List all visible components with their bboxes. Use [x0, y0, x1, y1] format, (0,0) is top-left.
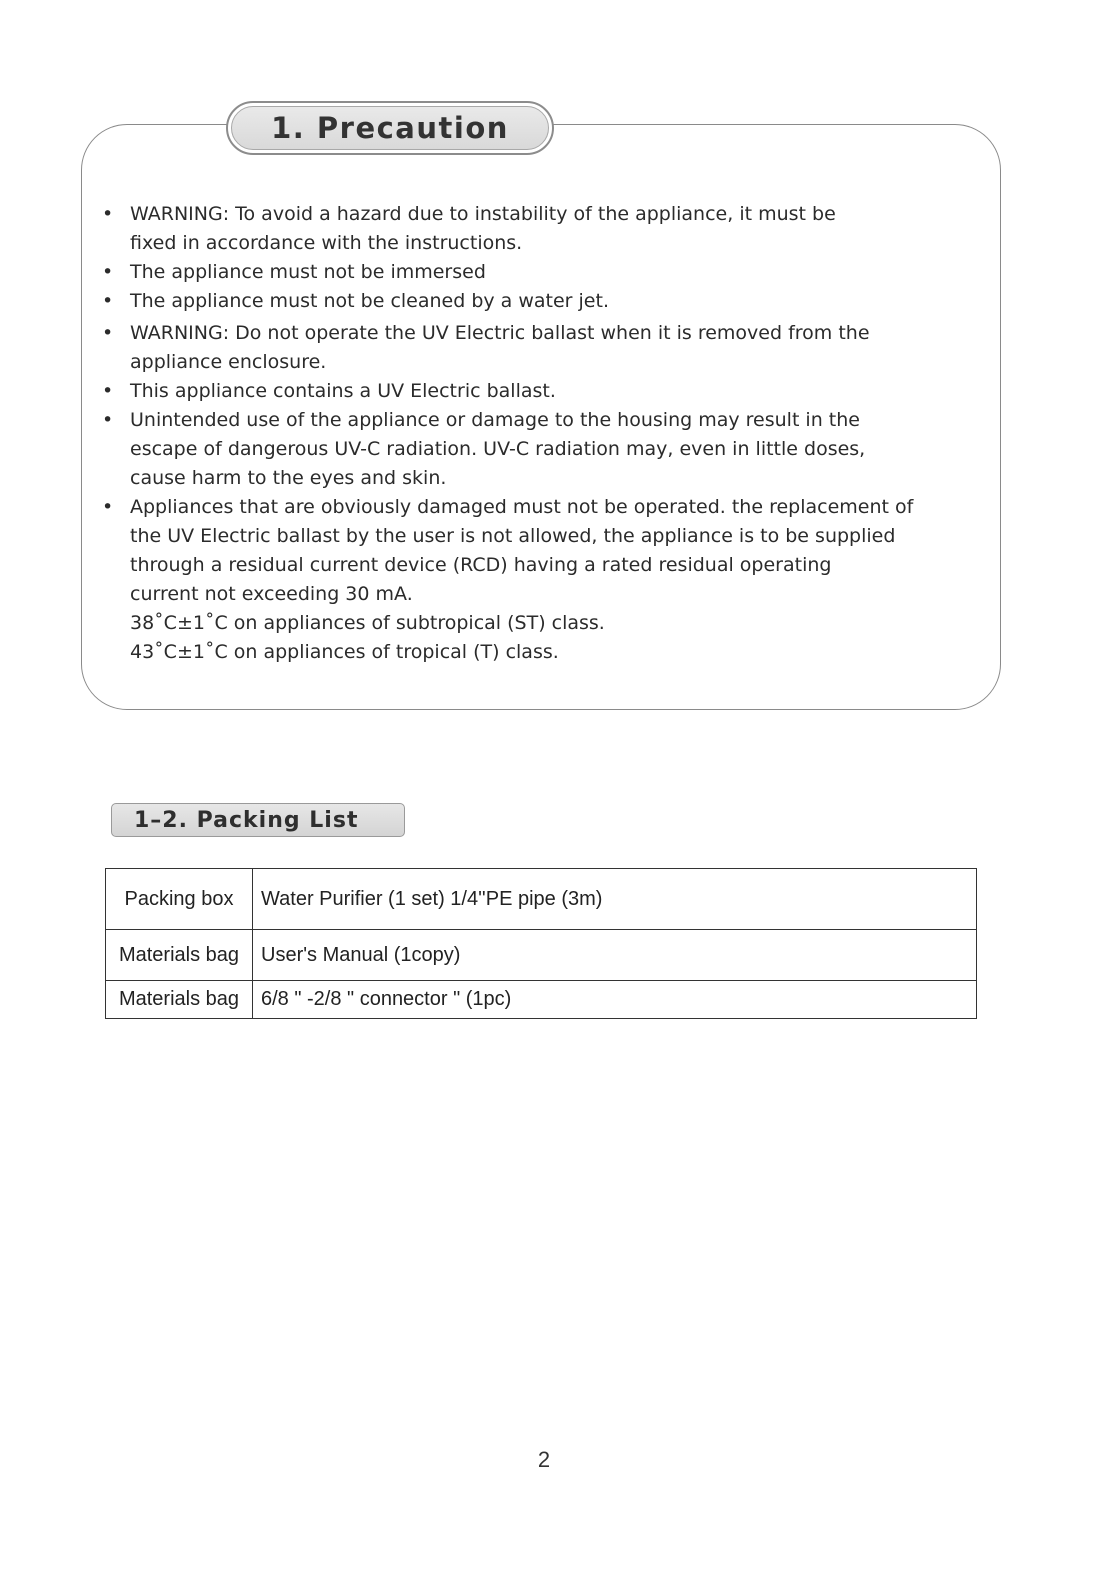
page-number: 2	[537, 1447, 551, 1472]
table-row	[106, 930, 977, 981]
packing-list-title: 1–2. Packing List	[111, 803, 405, 837]
packing-label-cell: Packing box	[106, 869, 253, 930]
precaution-line: current not exceeding 30 mA.	[130, 583, 413, 605]
precaution-item	[100, 258, 960, 287]
packing-label-cell: Materials bag	[106, 930, 253, 981]
precaution-line: the UV Electric ballast by the user is not allowed, the appliance is to be supplied	[130, 525, 896, 547]
precaution-item	[100, 377, 960, 406]
precaution-line: fixed in accordance with the instructions.	[130, 232, 523, 254]
temperature-line: 38˚C±1˚C on appliances of subtropical (ST) class.	[130, 612, 605, 634]
bullet-icon: •	[102, 322, 114, 344]
bullet-icon: •	[102, 261, 114, 283]
precaution-list	[100, 200, 960, 667]
precaution-line: through a residual current device (RCD) having a rated residual operating	[130, 554, 832, 576]
precaution-title-badge	[226, 101, 554, 155]
precaution-item	[100, 493, 960, 667]
bullet-icon: •	[102, 409, 114, 431]
bullet-icon: •	[102, 380, 114, 402]
precaution-item	[100, 406, 960, 493]
precaution-line: WARNING: Do not operate the UV Electric ballast when it is removed from the	[130, 322, 870, 344]
precaution-line: WARNING: To avoid a hazard due to instability of the appliance, it must be	[130, 203, 836, 225]
table-row	[106, 869, 977, 930]
bullet-icon: •	[102, 203, 114, 225]
packing-content-cell: Water Purifier (1 set) 1/4''PE pipe (3m)	[253, 869, 977, 930]
packing-content-cell: 6/8 " -2/8 " connector " (1pc)	[253, 981, 977, 1019]
bullet-icon: •	[102, 496, 114, 518]
packing-label-cell: Materials bag	[106, 981, 253, 1019]
packing-content-cell: User's Manual (1copy)	[253, 930, 977, 981]
precaution-line: The appliance must not be immersed	[130, 261, 486, 283]
precaution-line: This appliance contains a UV Electric ballast.	[130, 380, 556, 402]
precaution-line: escape of dangerous UV-C radiation. UV-C radiation may, even in little doses,	[130, 438, 866, 460]
precaution-line: appliance enclosure.	[130, 351, 327, 373]
packing-list-table	[105, 868, 977, 1019]
precaution-item	[100, 287, 960, 316]
precaution-line: Appliances that are obviously damaged must not be operated. the replacement of	[130, 496, 914, 518]
precaution-line: Unintended use of the appliance or damage to the housing may result in the	[130, 409, 860, 431]
table-row	[106, 981, 977, 1019]
bullet-icon: •	[102, 290, 114, 312]
precaution-line: The appliance must not be cleaned by a water jet.	[130, 290, 609, 312]
precaution-title: 1. Precaution	[231, 106, 549, 150]
precaution-line: cause harm to the eyes and skin.	[130, 467, 447, 489]
precaution-item	[100, 319, 960, 377]
temperature-line: 43˚C±1˚C on appliances of tropical (T) class.	[130, 641, 559, 663]
precaution-item	[100, 200, 960, 258]
